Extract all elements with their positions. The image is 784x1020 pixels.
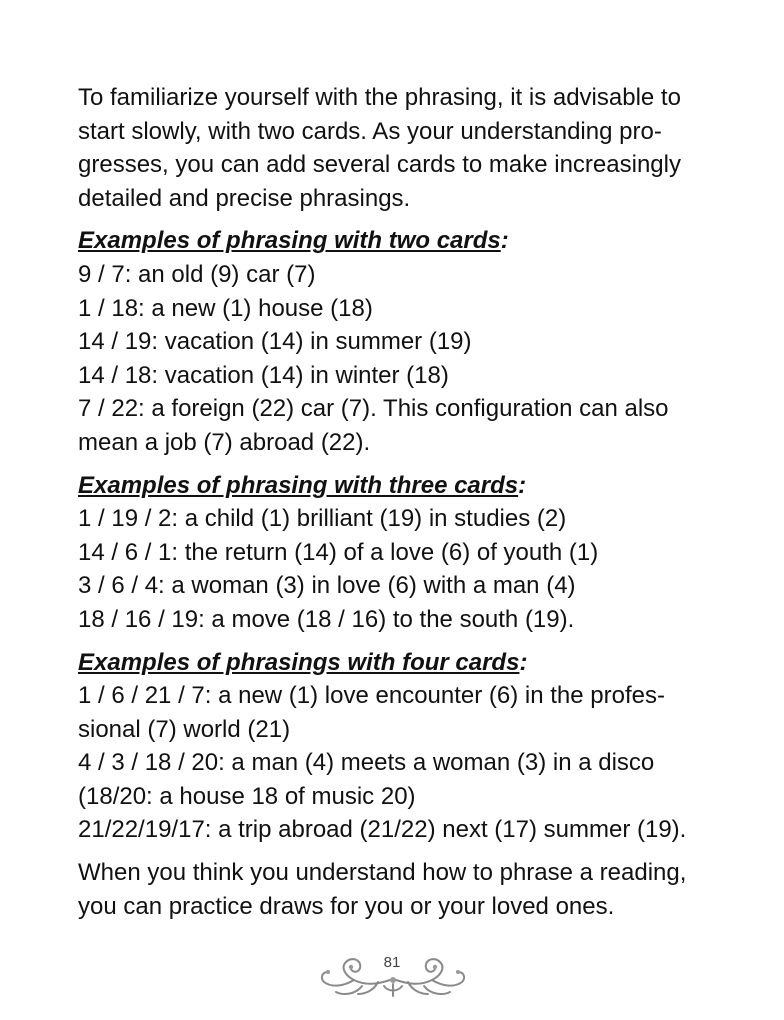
example-line: mean a job (7) abroad (22). (78, 428, 371, 456)
example-line: 1 / 18: a new (1) house (18) (78, 294, 373, 322)
section-three-cards (78, 469, 718, 637)
intro-line: start slowly, with two cards. As your understanding pro- (78, 117, 662, 145)
outro-line: When you think you understand how to phrase a reading, (78, 859, 687, 887)
intro-paragraph (78, 81, 718, 215)
example-line: 1 / 6 / 21 / 7: a new (1) love encounter (6) in the profes- (78, 682, 665, 710)
example-line: 18 / 16 / 19: a move (18 / 16) to the south (19). (78, 605, 575, 633)
example-line: 9 / 7: an old (9) car (7) (78, 260, 316, 288)
section-two-cards (78, 224, 718, 459)
intro-line: To familiarize yourself with the phrasing, it is advisable to (78, 84, 681, 111)
example-line: 3 / 6 / 4: a woman (3) in love (6) with a man (4) (78, 572, 576, 600)
section-heading: Examples of phrasing with two cards: (78, 227, 509, 255)
page-number: 81 (383, 954, 401, 971)
example-line: 21/22/19/17: a trip abroad (21/22) next (17) summer (19). (78, 816, 687, 844)
intro-line: gresses, you can add several cards to make increasingly (78, 151, 681, 179)
example-line: 14 / 6 / 1: the return (14) of a love (6) of youth (1) (78, 538, 599, 566)
page-footer (0, 950, 784, 1000)
example-line: 7 / 22: a foreign (22) car (7). This configuration can also (78, 395, 669, 423)
example-line: 4 / 3 / 18 / 20: a man (4) meets a woman (3) in a disco (78, 749, 655, 777)
example-line: 14 / 18: vacation (14) in winter (18) (78, 361, 449, 389)
example-line: sional (7) world (21) (78, 715, 291, 743)
section-heading: Examples of phrasing with three cards: (78, 471, 527, 499)
outro-line: you can practice draws for you or your loved ones. (78, 892, 615, 920)
section-heading: Examples of phrasings with four cards: (78, 648, 528, 676)
example-line: (18/20: a house 18 of music 20) (78, 782, 416, 810)
example-line: 1 / 19 / 2: a child (1) brilliant (19) in studies (2) (78, 505, 567, 533)
page-body (78, 81, 718, 923)
example-line: 14 / 19: vacation (14) in summer (19) (78, 328, 472, 356)
outro-paragraph (78, 856, 718, 923)
intro-line: detailed and precise phrasings. (78, 184, 411, 212)
section-four-cards (78, 646, 718, 848)
